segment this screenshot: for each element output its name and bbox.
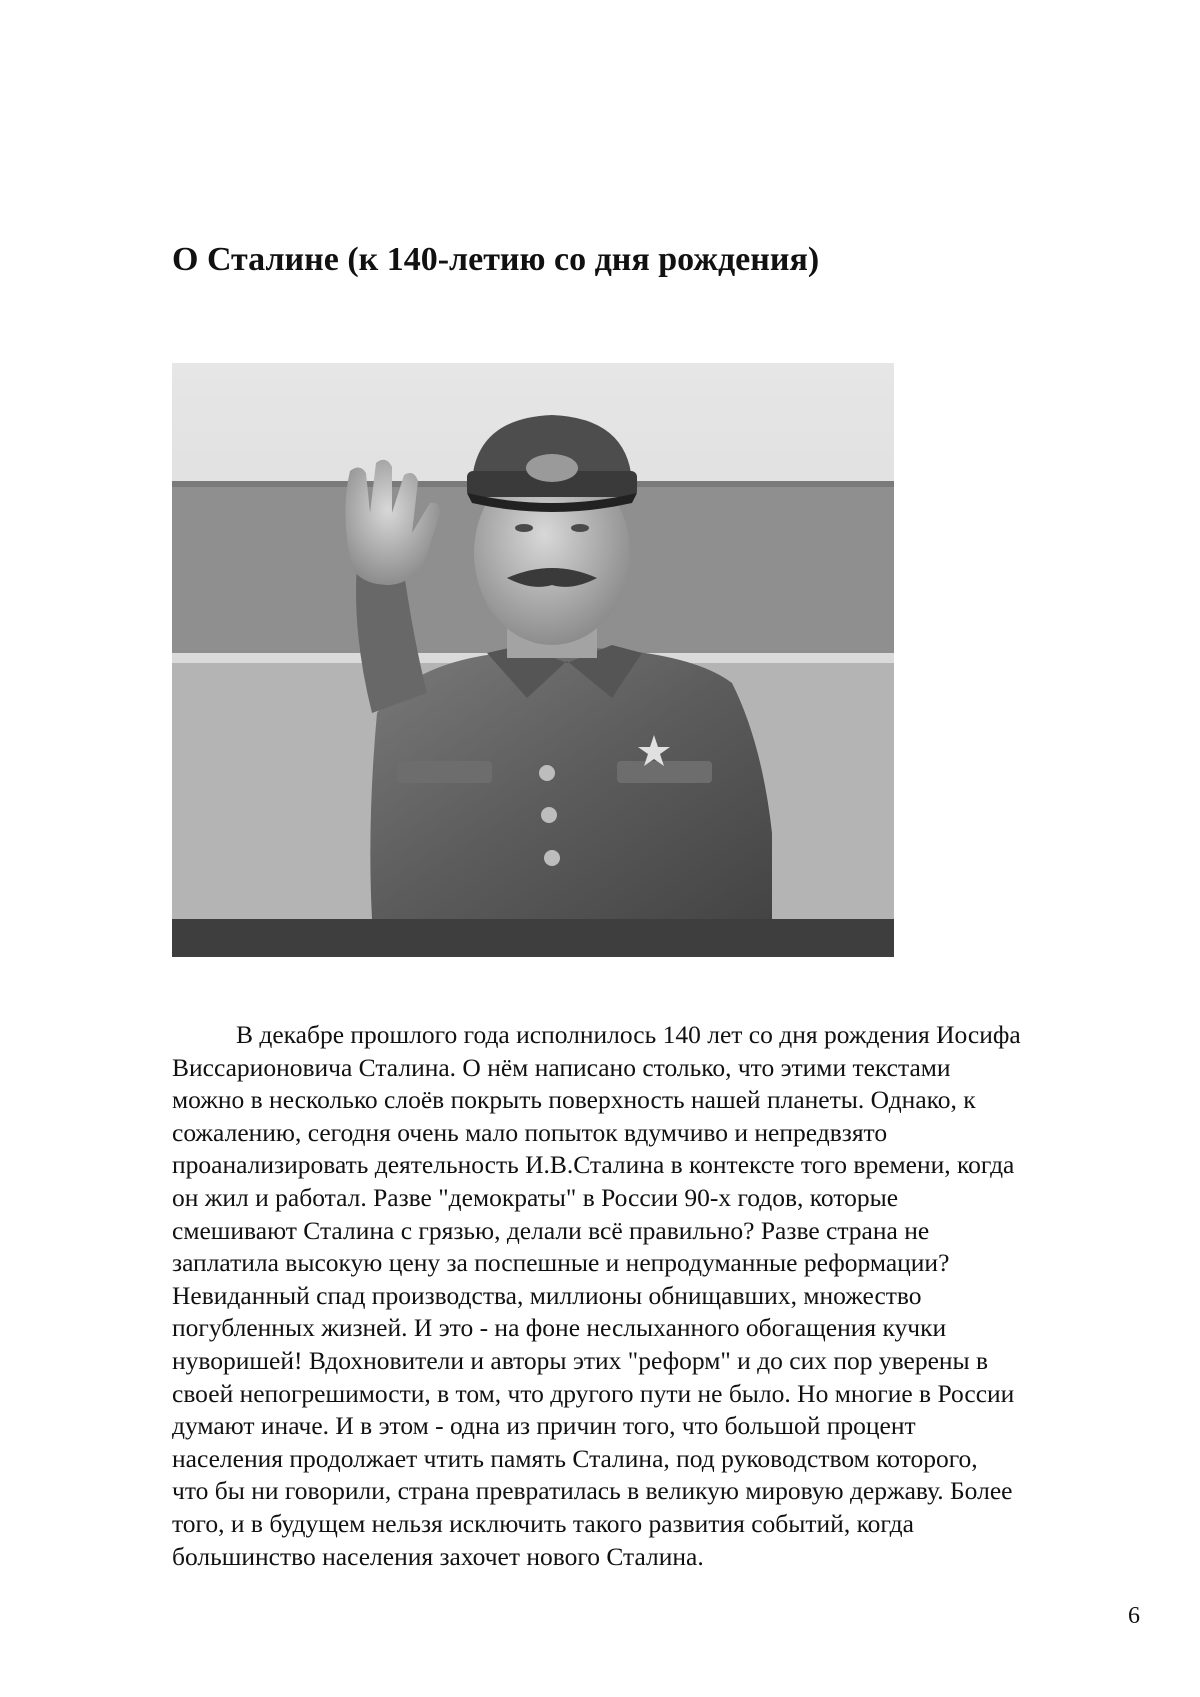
paragraph-line: можно в несколько слоёв покрыть поверхность нашей планеты. Однако, к bbox=[172, 1085, 976, 1115]
paragraph-line: заплатила высокую цену за поспешные и непродуманные реформации? bbox=[172, 1248, 950, 1278]
paragraph-line: Виссарионовича Сталина. О нём написано столько, что этими текстами bbox=[172, 1052, 951, 1082]
paragraph-line: он жил и работал. Разве "демократы" в России 90-х годов, которые bbox=[172, 1182, 899, 1212]
page-number: 6 bbox=[1128, 1603, 1140, 1629]
paragraph-line: погубленных жизней. И это - на фоне неслыханного обогащения кучки bbox=[172, 1313, 947, 1343]
paragraph-line: сожалению, сегодня очень мало попыток вдумчиво и непредвзято bbox=[172, 1117, 888, 1147]
portrait-photo bbox=[172, 363, 894, 957]
paragraph-line: населения продолжает чтить память Сталина, под руководством которого, bbox=[172, 1443, 978, 1473]
paragraph-line: смешивают Сталина с грязью, делали всё правильно? Разве страна не bbox=[172, 1215, 930, 1245]
page-title: О Сталине (к 140-летию со дня рождения) bbox=[172, 241, 820, 278]
paragraph-line: проанализировать деятельность И.В.Сталина в контексте того времени, когда bbox=[172, 1150, 1015, 1180]
paragraph-line: что бы ни говорили, страна превратилась в великую мировую державу. Более bbox=[172, 1476, 1013, 1506]
paragraph-line: нуворишей! Вдохновители и авторы этих "реформ" и до сих пор уверены в bbox=[172, 1345, 989, 1375]
paragraph-line: своей непогрешимости, в том, что другого пути не было. Но многие в России bbox=[172, 1378, 1015, 1408]
paragraph-line: того, и в будущем нельзя исключить такого развития событий, когда bbox=[172, 1508, 914, 1538]
paragraph-line: Невиданный спад производства, миллионы обнищавших, множество bbox=[172, 1280, 922, 1310]
paragraph-line: В декабре прошлого года исполнилось 140 лет со дня рождения Иосифа bbox=[236, 1020, 1021, 1049]
paragraph-line: большинство населения захочет нового Сталина. bbox=[172, 1541, 704, 1571]
body-paragraph bbox=[172, 1019, 1122, 1573]
paragraph-line: думают иначе. И в этом - одна из причин того, что большой процент bbox=[172, 1411, 916, 1441]
